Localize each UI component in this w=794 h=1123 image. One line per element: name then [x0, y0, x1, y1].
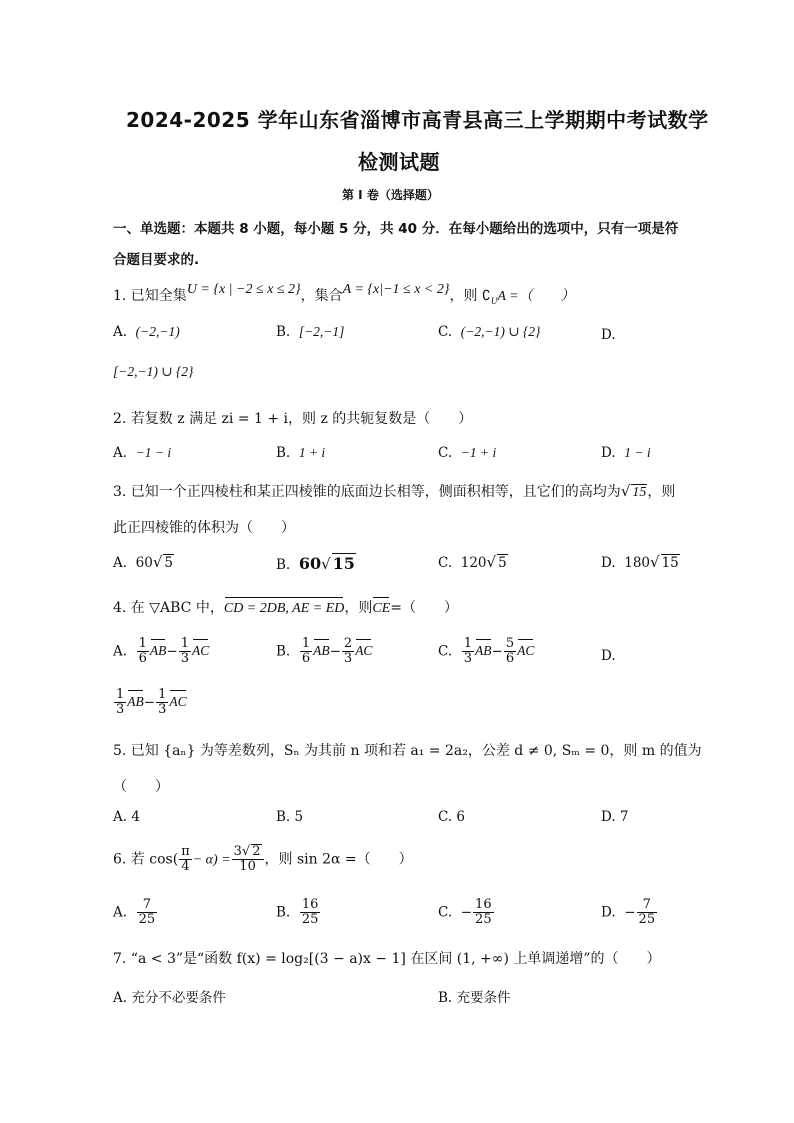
q2-option-d-text: 1 − i — [624, 445, 651, 460]
q2-option-d-label: D. — [601, 445, 616, 461]
q6-b-frac: $\frac{16}{25}$ — [301, 897, 319, 928]
q4-option-d-expr — [113, 688, 187, 718]
q4-b-term2: AC — [355, 638, 372, 659]
page-title-line2: 检测试题 — [358, 150, 440, 174]
q4-a-frac1: $\frac{1}{6}$ — [138, 636, 147, 667]
section-instructions-line2: 合题目要求的. — [113, 252, 200, 268]
q2-option-a-text: −1 − i — [135, 445, 172, 460]
q4-mid: ，则 — [344, 600, 373, 616]
q1-post2: A =（ ） — [497, 289, 575, 304]
q4-a-term2: AC — [192, 638, 209, 659]
q1-option-a-text: (−2,−1) — [135, 324, 180, 339]
q5-option-b[interactable]: B. 5 — [276, 809, 304, 825]
q2-option-c[interactable] — [438, 445, 496, 461]
question-1-stem — [113, 282, 575, 306]
q4-option-d-label[interactable]: D. — [601, 648, 616, 664]
q1-sub: U — [490, 295, 498, 306]
q3-line1-post: ，则 — [647, 484, 676, 500]
q4-d-frac2: $\frac{1}{3}$ — [158, 687, 167, 718]
q3-option-b-label: B. — [276, 557, 291, 573]
q3-option-a-radicand: 5 — [164, 555, 173, 571]
q3-option-c-radicand: 5 — [498, 555, 507, 571]
q3-option-d-coef: 180 — [624, 555, 651, 571]
question-5-stem-line1: 5. 已知 {aₙ} 为等差数列，Sₙ 为其前 n 项和若 a₁ = 2a₂，公差 d ≠ 0, Sₘ = 0，则 m 的值为 — [113, 743, 702, 759]
q5-option-a[interactable]: A. 4 — [113, 809, 140, 825]
question-6-stem — [113, 844, 413, 875]
q4-option-a[interactable] — [113, 637, 209, 667]
q6-a-frac: $\frac{7}{25}$ — [138, 897, 156, 928]
q3-sqrt-icon: √ — [620, 482, 631, 500]
q2-option-b-text: 1 + i — [298, 445, 326, 460]
q1-option-c[interactable] — [438, 324, 540, 340]
q6-option-b[interactable] — [276, 898, 321, 928]
q1-option-d-label[interactable]: D. — [601, 327, 616, 343]
q3-line1-text: 3. 已知一个正四棱柱和某正四棱锥的底面边长相等，侧面积相等，且它们的高均为 — [113, 484, 621, 500]
q2-option-b[interactable] — [276, 445, 325, 461]
q1-prefix: 1. 已知全集 — [113, 288, 187, 304]
question-5-stem-line2: （ ） — [113, 779, 169, 795]
q4-b-frac2: $\frac{2}{3}$ — [343, 636, 353, 667]
q1-option-a[interactable] — [113, 324, 180, 340]
q1-option-d-text: [−2,−1) ∪ {2} — [113, 364, 194, 379]
q1-option-b[interactable] — [276, 324, 344, 340]
q2-option-a-label: A. — [113, 445, 128, 461]
q1-set-u: U = {x | −2 ≤ x ≤ 2} — [186, 282, 301, 297]
q1-set-a: A = {x|−1 ≤ x < 2} — [342, 282, 450, 297]
q4-b-term1: AB — [313, 638, 330, 659]
q3-option-d-radicand: 15 — [661, 555, 679, 571]
q6-c-frac: $\frac{16}{25}$ — [475, 897, 492, 928]
q4-d-term2: AC — [169, 689, 186, 710]
q6-d-frac: $\frac{7}{25}$ — [638, 897, 656, 928]
q4-condition: CD = 2DB, AE = ED — [224, 596, 345, 617]
q4-d-op: − — [143, 694, 156, 711]
q4-option-c[interactable] — [438, 637, 534, 667]
q6-option-a[interactable] — [113, 898, 158, 928]
q4-option-a-label: A. — [113, 643, 128, 660]
q7-option-a[interactable]: A. 充分不必要条件 — [113, 990, 226, 1006]
q3-option-d-label: D. — [601, 555, 616, 571]
section-instructions-line1: 一、单选题：本题共 8 小题，每小题 5 分，共 40 分．在每小题给出的选项中，只有一项是符 — [113, 221, 679, 237]
question-3-stem-line2: 此正四棱锥的体积为（ ） — [113, 520, 295, 536]
q3-option-b-sqrt-icon: √ — [321, 555, 331, 573]
q6-prefix: 6. 若 cos( — [113, 851, 179, 868]
q4-a-frac2: $\frac{1}{3}$ — [180, 636, 190, 667]
q4-b-op: − — [329, 643, 341, 660]
q6-option-d-label: D. — [601, 904, 616, 921]
q6-option-c-label: C. — [438, 904, 453, 921]
q4-ask-vector: CE — [372, 596, 390, 617]
q4-a-op: − — [166, 643, 178, 660]
q3-option-b-radicand: 15 — [332, 554, 355, 573]
q4-post: =（ ） — [390, 600, 459, 616]
q6-post: ，则 sin 2α =（ ） — [264, 851, 413, 868]
q4-b-frac1: $\frac{1}{6}$ — [301, 636, 311, 667]
q4-c-frac2: $\frac{5}{6}$ — [505, 636, 515, 667]
q3-option-a-coef: 60 — [135, 555, 153, 571]
q4-option-b-label: B. — [276, 643, 291, 660]
q2-option-d[interactable] — [601, 445, 651, 461]
q6-pi-frac: $\frac{\pi}{4}$ — [181, 843, 190, 874]
q2-option-a[interactable] — [113, 445, 171, 461]
q1-option-a-label: A. — [113, 324, 128, 340]
q7-option-b[interactable]: B. 充要条件 — [438, 990, 511, 1006]
q3-option-b[interactable] — [276, 553, 356, 573]
question-2-stem: 2. 若复数 z 满足 zi = 1 + i，则 z 的共轭复数是（ ） — [113, 411, 473, 427]
q4-option-c-label: C. — [438, 643, 453, 660]
q6-rhs-frac: $\frac{3√ 2}{10}$ — [232, 844, 264, 875]
q5-option-c[interactable]: C. 6 — [438, 809, 466, 825]
q2-option-c-text: −1 + i — [460, 445, 497, 460]
q3-option-d[interactable] — [601, 553, 680, 571]
q6-option-d[interactable]: D. − $\frac{7}{25}$ — [601, 897, 656, 928]
q5-option-d[interactable]: D. 7 — [601, 809, 629, 825]
q4-d-frac1: $\frac{1}{3}$ — [116, 687, 125, 718]
q3-option-a-sqrt-icon: √ — [152, 553, 163, 571]
q4-option-b[interactable] — [276, 637, 372, 667]
q4-c-term1: AB — [475, 638, 492, 659]
q1-option-b-label: B. — [276, 324, 291, 340]
q3-option-a[interactable] — [113, 553, 174, 571]
q1-mid: ，集合 — [300, 288, 343, 304]
q6-option-b-label: B. — [276, 904, 291, 921]
q4-a-term1: AB — [150, 638, 167, 659]
q3-option-a-label: A. — [113, 555, 128, 571]
page-title-line1: 2024-2025 学年山东省淄博市高青县高三上学期期中考试数学 — [126, 108, 709, 132]
q4-d-term1: AB — [127, 689, 144, 710]
q4-c-frac1: $\frac{1}{3}$ — [463, 636, 473, 667]
q1-option-c-text: (−2,−1) ∪ {2} — [460, 324, 541, 339]
q6-option-a-label: A. — [113, 904, 128, 921]
q2-option-c-label: C. — [438, 445, 453, 461]
q2-option-b-label: B. — [276, 445, 291, 461]
question-3-stem-line1 — [113, 481, 675, 501]
q4-prefix: 4. 在 ▽ABC 中， — [113, 600, 224, 616]
q6-option-c[interactable]: C. − $\frac{16}{25}$ — [438, 897, 492, 928]
q1-option-b-text: [−2,−1] — [298, 324, 345, 339]
q1-option-c-label: C. — [438, 324, 453, 340]
question-4-stem — [113, 596, 458, 617]
q1-post: ，则 ∁ — [449, 288, 491, 304]
q3-option-b-coef: 60 — [298, 554, 322, 573]
volume-heading: 第 I 卷（选择题） — [342, 188, 439, 202]
q3-option-c-sqrt-icon: √ — [486, 553, 497, 571]
q4-c-term2: AC — [517, 638, 534, 659]
q3-option-d-sqrt-icon: √ — [650, 553, 660, 571]
q6-mid: − α) = — [192, 852, 231, 868]
q3-radicand: 15 — [632, 485, 647, 500]
q3-option-c-coef: 120 — [460, 555, 487, 571]
q3-option-c-label: C. — [438, 555, 453, 571]
q3-option-c[interactable] — [438, 553, 508, 571]
q4-c-op: − — [491, 643, 503, 660]
question-7-stem: 7. “a < 3”是“函数 f(x) = log₂[(3 − a)x − 1] 在区间 (1, +∞) 上单调递增”的（ ） — [113, 951, 661, 967]
